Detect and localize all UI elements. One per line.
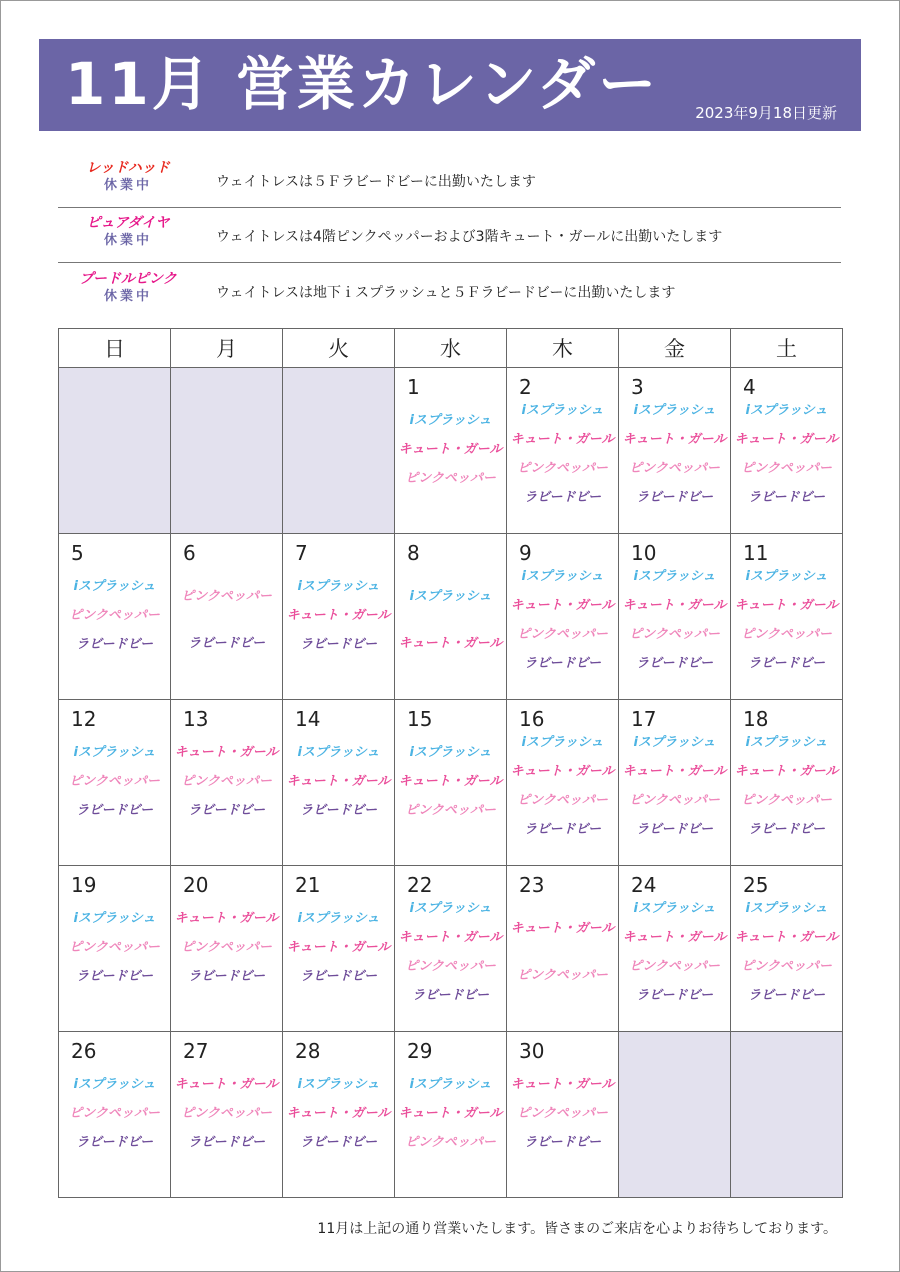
- empty-day-cell: [171, 368, 283, 534]
- shop-list: [731, 894, 842, 1010]
- shop-logo-cute: キュート・ガール: [622, 598, 727, 613]
- shop-logo-rabi: ラビードビー: [188, 636, 265, 651]
- shop-logo-rabi: ラビードビー: [188, 803, 265, 818]
- day-number: 12: [71, 707, 97, 731]
- day-number: 18: [743, 707, 769, 731]
- weekday-mon: 月: [171, 329, 283, 368]
- shop-logo-rabi: ラビードビー: [188, 969, 265, 984]
- day-cell: [283, 700, 395, 866]
- shop-list: [283, 1070, 394, 1157]
- shop-list: [59, 1070, 170, 1157]
- day-cell: [395, 368, 507, 534]
- shop-logo-pink: ピンクペッパー: [741, 461, 832, 476]
- logo-text: レッドハッド: [86, 160, 170, 176]
- shop-logo-splash: iスプラッシュ: [73, 745, 156, 760]
- shop-logo-cute: キュート・ガール: [398, 774, 503, 789]
- day-cell: [395, 1032, 507, 1198]
- shop-logo-splash: iスプラッシュ: [633, 735, 716, 750]
- shop-logo-pink: ピンクペッパー: [629, 461, 720, 476]
- day-cell: [507, 700, 619, 866]
- weekday-sun: 日: [59, 329, 171, 368]
- day-number: 3: [631, 375, 644, 399]
- shop-logo-rabi: ラビードビー: [524, 656, 601, 671]
- shop-logo-splash: iスプラッシュ: [633, 901, 716, 916]
- empty-day-cell: [619, 1032, 731, 1198]
- shop-logo-cute: キュート・ガール: [286, 774, 391, 789]
- shop-list: [283, 572, 394, 659]
- day-number: 22: [407, 873, 433, 897]
- day-number: 23: [519, 873, 545, 897]
- title-banner: [39, 39, 861, 131]
- day-number: 21: [295, 873, 321, 897]
- shop-logo-rabi: ラビードビー: [636, 988, 713, 1003]
- shop-logo-pink: ピンクペッパー: [181, 774, 272, 789]
- shop-logo-rabi: ラビードビー: [300, 1135, 377, 1150]
- shop-logo-splash: iスプラッシュ: [297, 1077, 380, 1092]
- shop-logo-rabi: ラビードビー: [300, 969, 377, 984]
- shop-logo-cute: キュート・ガール: [622, 432, 727, 447]
- shop-logo-pink: ピンクペッパー: [405, 803, 496, 818]
- day-cell: [59, 534, 171, 700]
- shop-logo-cute: キュート・ガール: [734, 598, 839, 613]
- day-number: 14: [295, 707, 321, 731]
- shop-logo-cute: キュート・ガール: [510, 432, 615, 447]
- shop-logo-cute: キュート・ガール: [398, 636, 503, 651]
- day-cell: [395, 866, 507, 1032]
- shop-logo-rabi: ラビードビー: [748, 656, 825, 671]
- day-cell: [507, 534, 619, 700]
- shop-logo-cute: キュート・ガール: [510, 921, 615, 936]
- calendar-body: [59, 368, 843, 1198]
- day-number: 26: [71, 1039, 97, 1063]
- shop-logo-pink: ピンクペッパー: [405, 959, 496, 974]
- day-cell: [619, 368, 731, 534]
- day-cell: [59, 866, 171, 1032]
- day-cell: [395, 700, 507, 866]
- shop-list: [507, 396, 618, 512]
- day-cell: [283, 534, 395, 700]
- shop-list: [59, 904, 170, 991]
- page-title: 11月 営業カレンダー: [65, 50, 660, 118]
- shop-list: [283, 738, 394, 825]
- shop-list: [395, 894, 506, 1010]
- shop-logo-rabi: ラビードビー: [524, 822, 601, 837]
- day-cell: [171, 534, 283, 700]
- shop-list: [619, 562, 730, 678]
- calendar-week-row: [59, 368, 843, 534]
- shop-list: [171, 582, 282, 658]
- shop-logo-pink: ピンクペッパー: [405, 1135, 496, 1150]
- day-number: 4: [743, 375, 756, 399]
- notice-poodle-pink: [58, 266, 841, 318]
- day-cell: [619, 534, 731, 700]
- notice-text: ウェイトレスは５Ｆラビードビーに出勤いたします: [216, 174, 536, 190]
- shop-logo-rabi: ラビードビー: [636, 656, 713, 671]
- weekday-fri: 金: [619, 329, 731, 368]
- shop-logo-pink: ピンクペッパー: [741, 959, 832, 974]
- shop-logo-rabi: ラビードビー: [76, 969, 153, 984]
- day-cell: [731, 700, 843, 866]
- shop-logo-splash: iスプラッシュ: [297, 579, 380, 594]
- shop-logo-rabi: ラビードビー: [76, 637, 153, 652]
- day-number: 10: [631, 541, 657, 565]
- shop-logo-splash: iスプラッシュ: [745, 403, 828, 418]
- empty-day-cell: [283, 368, 395, 534]
- day-number: 24: [631, 873, 657, 897]
- shop-logo-cute: キュート・ガール: [174, 1077, 279, 1092]
- shop-logo-pink: ピンクペッパー: [69, 940, 160, 955]
- day-number: 27: [183, 1039, 209, 1063]
- day-cell: [507, 1032, 619, 1198]
- empty-day-cell: [731, 1032, 843, 1198]
- updated-date: 2023年9月18日更新: [695, 104, 837, 122]
- day-number: 7: [295, 541, 308, 565]
- day-number: 6: [183, 541, 196, 565]
- weekday-thu: 木: [507, 329, 619, 368]
- day-cell: [507, 866, 619, 1032]
- shop-logo-splash: iスプラッシュ: [73, 911, 156, 926]
- shop-logo-splash: iスプラッシュ: [409, 901, 492, 916]
- shop-logo-pink: ピンクペッパー: [517, 968, 608, 983]
- day-number: 5: [71, 541, 84, 565]
- day-number: 20: [183, 873, 209, 897]
- shop-logo-pink: ピンクペッパー: [629, 959, 720, 974]
- logo-text: ピュアダイヤ: [86, 215, 170, 231]
- day-number: 13: [183, 707, 209, 731]
- shop-logo-cute: キュート・ガール: [286, 608, 391, 623]
- calendar-week-row: [59, 1032, 843, 1198]
- shop-list: [171, 738, 282, 825]
- day-number: 30: [519, 1039, 545, 1063]
- notice-text: ウェイトレスは4階ピンクペッパーおよび3階キュート・ガールに出勤いたします: [216, 229, 723, 245]
- shop-logo-rabi: ラビードビー: [636, 490, 713, 505]
- day-number: 29: [407, 1039, 433, 1063]
- shop-logo-splash: iスプラッシュ: [297, 745, 380, 760]
- shop-list: [731, 728, 842, 844]
- shop-list: [619, 728, 730, 844]
- shop-list: [395, 582, 506, 658]
- calendar-table: [58, 328, 843, 1198]
- shop-logo-splash: iスプラッシュ: [73, 579, 156, 594]
- shop-logo-splash: iスプラッシュ: [521, 569, 604, 584]
- shop-logo-rabi: ラビードビー: [748, 988, 825, 1003]
- shop-logo-splash: iスプラッシュ: [73, 1077, 156, 1092]
- day-cell: [59, 1032, 171, 1198]
- day-number: 25: [743, 873, 769, 897]
- day-cell: [283, 1032, 395, 1198]
- empty-day-cell: [59, 368, 171, 534]
- shop-logo-pink: ピンクペッパー: [517, 1106, 608, 1121]
- shop-logo-splash: iスプラッシュ: [409, 589, 492, 604]
- logo-text: プードルピンク: [79, 271, 177, 287]
- closed-status: 休業中: [103, 233, 152, 248]
- shop-logo-cute: キュート・ガール: [734, 432, 839, 447]
- shop-logo-cute: キュート・ガール: [622, 764, 727, 779]
- shop-logo-cute: キュート・ガール: [398, 1106, 503, 1121]
- shop-logo-cute: キュート・ガール: [734, 764, 839, 779]
- shop-logo-pink: ピンクペッパー: [517, 627, 608, 642]
- day-number: 16: [519, 707, 545, 731]
- notice-red-head: [58, 155, 841, 208]
- day-cell: [59, 700, 171, 866]
- day-cell: [731, 368, 843, 534]
- shop-list: [171, 904, 282, 991]
- shop-logo-pink: ピンクペッパー: [629, 627, 720, 642]
- shop-logo-cute: キュート・ガール: [734, 930, 839, 945]
- day-cell: [507, 368, 619, 534]
- shop-list: [507, 1070, 618, 1157]
- day-number: 17: [631, 707, 657, 731]
- shop-list: [395, 1070, 506, 1157]
- day-number: 19: [71, 873, 97, 897]
- day-number: 9: [519, 541, 532, 565]
- day-cell: [731, 534, 843, 700]
- shop-list: [619, 894, 730, 1010]
- shop-logo-splash: iスプラッシュ: [409, 413, 492, 428]
- shop-list: [59, 572, 170, 659]
- shop-logo-rabi: ラビードビー: [748, 490, 825, 505]
- shop-logo-splash: iスプラッシュ: [409, 1077, 492, 1092]
- day-cell: [171, 1032, 283, 1198]
- day-number: 28: [295, 1039, 321, 1063]
- footer-message: 11月は上記の通り営業いたします。皆さまのご来店を心よりお待ちしております。: [317, 1221, 837, 1237]
- red-head-logo: [78, 159, 178, 195]
- day-cell: [171, 866, 283, 1032]
- shop-logo-splash: iスプラッシュ: [745, 569, 828, 584]
- shop-logo-pink: ピンクペッパー: [181, 589, 272, 604]
- weekday-tue: 火: [283, 329, 395, 368]
- shop-logo-pink: ピンクペッパー: [181, 1106, 272, 1121]
- shop-list: [59, 738, 170, 825]
- shop-logo-splash: iスプラッシュ: [297, 911, 380, 926]
- shop-logo-rabi: ラビードビー: [300, 803, 377, 818]
- shop-list: [507, 562, 618, 678]
- shop-logo-pink: ピンクペッパー: [69, 1106, 160, 1121]
- shop-logo-splash: iスプラッシュ: [409, 745, 492, 760]
- shop-logo-rabi: ラビードビー: [76, 803, 153, 818]
- notice-pure-diamond: [58, 210, 841, 263]
- shop-logo-cute: キュート・ガール: [510, 764, 615, 779]
- poodle-pink-logo: [78, 270, 178, 306]
- shop-logo-pink: ピンクペッパー: [517, 793, 608, 808]
- shop-logo-cute: キュート・ガール: [286, 1106, 391, 1121]
- shop-logo-rabi: ラビードビー: [636, 822, 713, 837]
- shop-logo-pink: ピンクペッパー: [741, 793, 832, 808]
- day-cell: [171, 700, 283, 866]
- day-cell: [619, 700, 731, 866]
- day-cell: [731, 866, 843, 1032]
- calendar-week-row: [59, 534, 843, 700]
- shop-list: [395, 738, 506, 825]
- shop-list: [171, 1070, 282, 1157]
- shop-logo-pink: ピンクペッパー: [629, 793, 720, 808]
- shop-logo-pink: ピンクペッパー: [517, 461, 608, 476]
- day-number: 1: [407, 375, 420, 399]
- notice-text: ウェイトレスは地下ｉスプラッシュと５Ｆラビードビーに出勤いたします: [216, 285, 676, 301]
- shop-list: [283, 904, 394, 991]
- shop-logo-cute: キュート・ガール: [510, 598, 615, 613]
- shop-logo-cute: キュート・ガール: [622, 930, 727, 945]
- shop-logo-splash: iスプラッシュ: [521, 735, 604, 750]
- shop-list: [507, 914, 618, 990]
- shop-logo-pink: ピンクペッパー: [181, 940, 272, 955]
- closed-status: 休業中: [103, 178, 152, 193]
- shop-logo-rabi: ラビードビー: [300, 637, 377, 652]
- shop-logo-splash: iスプラッシュ: [745, 901, 828, 916]
- calendar-week-row: [59, 700, 843, 866]
- shop-logo-splash: iスプラッシュ: [633, 569, 716, 584]
- day-number: 11: [743, 541, 769, 565]
- shop-logo-cute: キュート・ガール: [398, 930, 503, 945]
- pure-diamond-logo: [78, 214, 178, 250]
- shop-logo-cute: キュート・ガール: [174, 911, 279, 926]
- shop-list: [619, 396, 730, 512]
- shop-logo-pink: ピンクペッパー: [69, 774, 160, 789]
- day-number: 8: [407, 541, 420, 565]
- shop-logo-pink: ピンクペッパー: [405, 471, 496, 486]
- shop-logo-cute: キュート・ガール: [398, 442, 503, 457]
- shop-logo-rabi: ラビードビー: [524, 1135, 601, 1150]
- day-number: 15: [407, 707, 433, 731]
- shop-list: [507, 728, 618, 844]
- weekday-header-row: [59, 329, 843, 368]
- weekday-wed: 水: [395, 329, 507, 368]
- shop-list: [395, 406, 506, 493]
- day-cell: [283, 866, 395, 1032]
- day-number: 2: [519, 375, 532, 399]
- shop-logo-cute: キュート・ガール: [286, 940, 391, 955]
- day-cell: [395, 534, 507, 700]
- shop-logo-splash: iスプラッシュ: [521, 403, 604, 418]
- shop-logo-rabi: ラビードビー: [748, 822, 825, 837]
- calendar-week-row: [59, 866, 843, 1032]
- shop-logo-cute: キュート・ガール: [510, 1077, 615, 1092]
- shop-logo-splash: iスプラッシュ: [633, 403, 716, 418]
- shop-logo-pink: ピンクペッパー: [69, 608, 160, 623]
- day-cell: [619, 866, 731, 1032]
- shop-logo-rabi: ラビードビー: [76, 1135, 153, 1150]
- weekday-sat: 土: [731, 329, 843, 368]
- closed-status: 休業中: [103, 289, 152, 304]
- shop-list: [731, 396, 842, 512]
- shop-logo-rabi: ラビードビー: [412, 988, 489, 1003]
- shop-list: [731, 562, 842, 678]
- shop-logo-pink: ピンクペッパー: [741, 627, 832, 642]
- shop-logo-splash: iスプラッシュ: [745, 735, 828, 750]
- shop-logo-rabi: ラビードビー: [524, 490, 601, 505]
- shop-logo-rabi: ラビードビー: [188, 1135, 265, 1150]
- shop-logo-cute: キュート・ガール: [174, 745, 279, 760]
